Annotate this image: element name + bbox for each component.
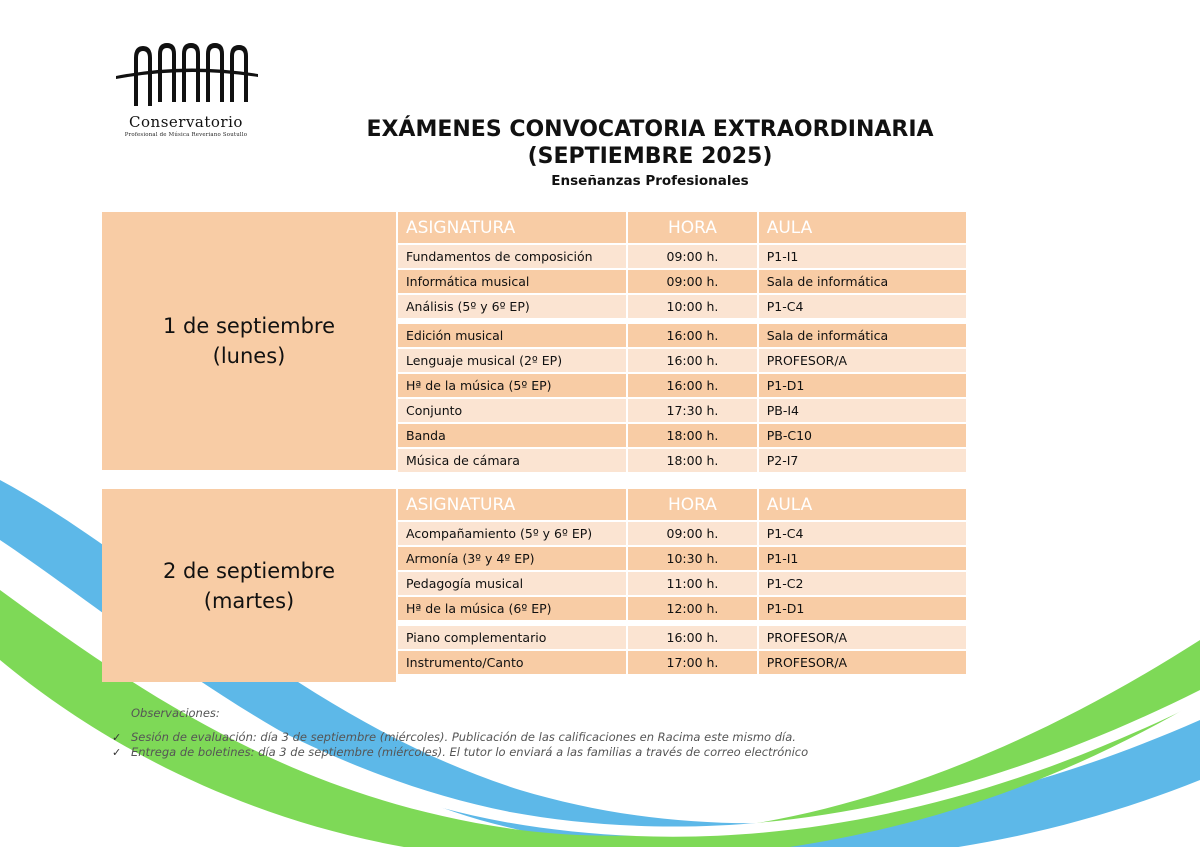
column-header-room: AULA xyxy=(759,212,966,243)
hour-cell: 18:00 h. xyxy=(628,449,757,472)
subject-cell: Banda xyxy=(398,424,626,447)
table-header-row xyxy=(398,212,966,243)
observation-item xyxy=(112,745,808,759)
subject-cell: Análisis (5º y 6º EP) xyxy=(398,295,626,318)
observations-title: Observaciones: xyxy=(131,706,220,720)
hour-cell: 10:00 h. xyxy=(628,295,757,318)
subject-cell: Acompañamiento (5º y 6º EP) xyxy=(398,522,626,545)
hour-cell: 16:00 h. xyxy=(628,349,757,372)
subject-cell: Conjunto xyxy=(398,399,626,422)
hour-cell: 09:00 h. xyxy=(628,270,757,293)
checkmark-icon: ✓ xyxy=(112,746,122,759)
day-date: 1 de septiembre xyxy=(162,314,336,338)
observation-text: Sesión de evaluación: día 3 de septiembre (miércoles). Publicación de las calificaciones en Racima este mismo día. xyxy=(131,730,796,744)
title-line-2: (SEPTIEMBRE 2025) xyxy=(527,144,773,169)
title-line-1: EXÁMENES CONVOCATORIA EXTRAORDINARIA xyxy=(366,117,934,142)
room-cell: P1-I1 xyxy=(759,245,966,268)
subject-cell: Armonía (3º y 4º EP) xyxy=(398,547,626,570)
table-row xyxy=(398,626,966,649)
subject-cell: Música de cámara xyxy=(398,449,626,472)
table-row xyxy=(398,295,966,318)
page-title xyxy=(330,116,970,190)
table-row xyxy=(398,349,966,372)
hour-cell: 11:00 h. xyxy=(628,572,757,595)
day-label-cell xyxy=(102,489,396,682)
column-header-hour: HORA xyxy=(628,212,757,243)
hour-cell: 16:00 h. xyxy=(628,324,757,347)
arches-logo-icon xyxy=(112,40,260,112)
hour-cell: 18:00 h. xyxy=(628,424,757,447)
checkmark-icon: ✓ xyxy=(112,731,122,744)
column-header-hour: HORA xyxy=(628,489,757,520)
exam-table xyxy=(398,489,966,676)
hour-cell: 16:00 h. xyxy=(628,626,757,649)
observation-item xyxy=(112,730,796,744)
room-cell: PB-C10 xyxy=(759,424,966,447)
day-schedule-block xyxy=(102,212,966,470)
room-cell: PB-I4 xyxy=(759,399,966,422)
table-row xyxy=(398,270,966,293)
room-cell: PROFESOR/A xyxy=(759,626,966,649)
room-cell: P1-D1 xyxy=(759,597,966,620)
day-schedule-block xyxy=(102,489,966,682)
subject-cell: Instrumento/Canto xyxy=(398,651,626,674)
subject-cell: Fundamentos de composición xyxy=(398,245,626,268)
subject-cell: Lenguaje musical (2º EP) xyxy=(398,349,626,372)
table-row xyxy=(398,424,966,447)
subject-cell: Informática musical xyxy=(398,270,626,293)
subject-cell: Pedagogía musical xyxy=(398,572,626,595)
room-cell: PROFESOR/A xyxy=(759,349,966,372)
room-cell: P2-I7 xyxy=(759,449,966,472)
room-cell: P1-C2 xyxy=(759,572,966,595)
subject-cell: Hª de la música (6º EP) xyxy=(398,597,626,620)
column-header-room: AULA xyxy=(759,489,966,520)
hour-cell: 10:30 h. xyxy=(628,547,757,570)
subject-cell: Piano complementario xyxy=(398,626,626,649)
hour-cell: 09:00 h. xyxy=(628,245,757,268)
observation-text: Entrega de boletines: día 3 de septiembre (miércoles). El tutor lo enviará a las familias a través de correo electrónico xyxy=(131,745,809,759)
hour-cell: 16:00 h. xyxy=(628,374,757,397)
table-row xyxy=(398,245,966,268)
room-cell: Sala de informática xyxy=(759,324,966,347)
day-weekday: (lunes) xyxy=(212,344,286,368)
table-row xyxy=(398,522,966,545)
table-row xyxy=(398,324,966,347)
table-row xyxy=(398,597,966,620)
room-cell: P1-C4 xyxy=(759,295,966,318)
logo-subtitle: Profesional de Música Reveriano Soutullo xyxy=(124,132,248,138)
table-row xyxy=(398,449,966,472)
hour-cell: 12:00 h. xyxy=(628,597,757,620)
hour-cell: 17:00 h. xyxy=(628,651,757,674)
room-cell: P1-C4 xyxy=(759,522,966,545)
room-cell: P1-D1 xyxy=(759,374,966,397)
day-weekday: (martes) xyxy=(203,588,295,613)
day-label-cell xyxy=(102,212,396,470)
table-row xyxy=(398,572,966,595)
conservatory-logo xyxy=(112,40,260,140)
column-header-subject: ASIGNATURA xyxy=(398,212,626,243)
column-header-subject: ASIGNATURA xyxy=(398,489,626,520)
table-row xyxy=(398,547,966,570)
exam-table xyxy=(398,212,966,474)
subject-cell: Edición musical xyxy=(398,324,626,347)
room-cell: PROFESOR/A xyxy=(759,651,966,674)
hour-cell: 17:30 h. xyxy=(628,399,757,422)
table-row xyxy=(398,399,966,422)
table-row xyxy=(398,651,966,674)
table-row xyxy=(398,374,966,397)
logo-name: Conservatorio xyxy=(129,113,243,131)
title-subtitle: Enseñanzas Profesionales xyxy=(551,173,749,189)
day-date: 2 de septiembre xyxy=(162,558,336,583)
table-header-row xyxy=(398,489,966,520)
room-cell: Sala de informática xyxy=(759,270,966,293)
hour-cell: 09:00 h. xyxy=(628,522,757,545)
subject-cell: Hª de la música (5º EP) xyxy=(398,374,626,397)
room-cell: P1-I1 xyxy=(759,547,966,570)
